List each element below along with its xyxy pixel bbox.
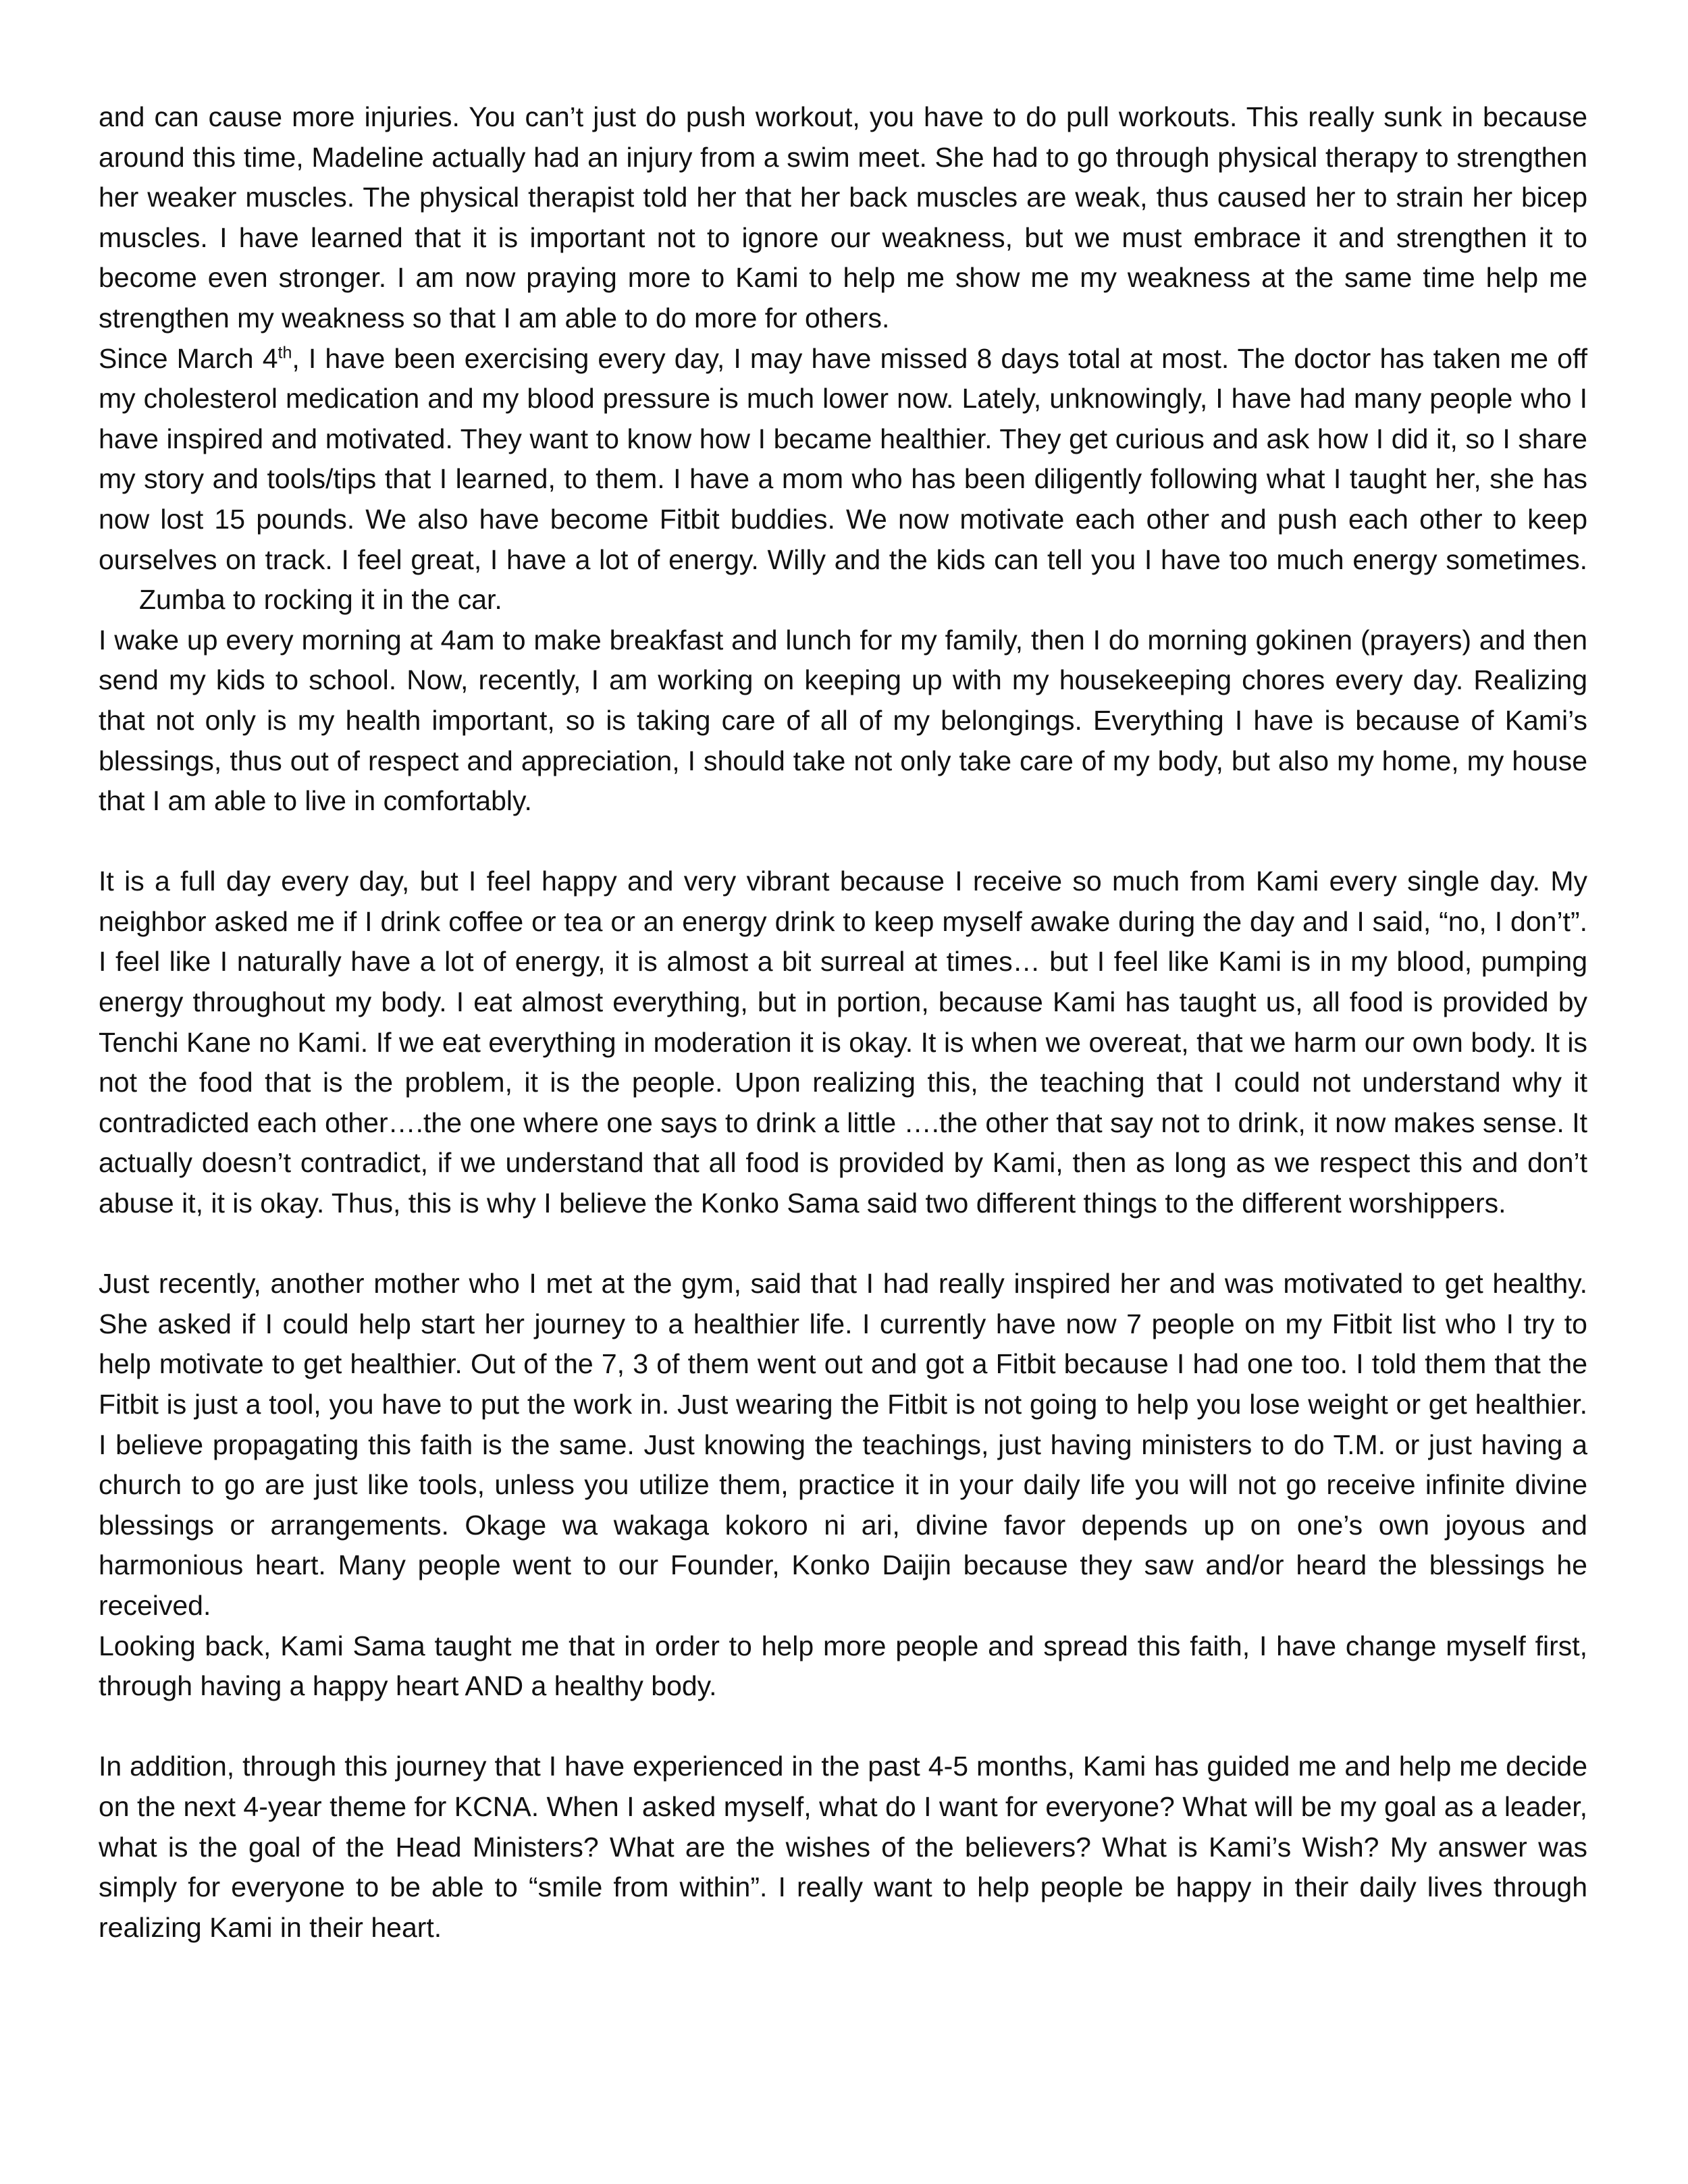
paragraph-7: In addition, through this journey that I have experienced in the past 4-5 months, Kami has guided me and help me decide on the next 4-year theme for KCNA. When I asked myself, what do I want for everyone? What will be my goal as a leader, what is the goal of the Head Ministers? What are the wishes of the believers? What is Kami’s Wish? My answer was simply for everyone to be able to “smile from within”. I really want to help people be happy in their daily lives through realizing Kami in their heart. [99,1751,1587,1943]
paragraph-2-end: Zumba to rocking it in the car. [139,584,502,616]
paragraph-5: Just recently, another mother who I met at the gym, said that I had really inspired her and was motivated to get healthy. She asked if I could help start her journey to a healthier life. I currently have now 7 people on my Fitbit list who I try to help motivate to get healthier. Out of the 7, 3 of them went out and got a Fitbit because I had one too. I told them that the Fitbit is just a tool, you have to put the work in. Just wearing the Fitbit is not going to help you lose weight or get healthier. I believe propagating this faith is the same. Just knowing the teachings, just having ministers to do T.M. or just having a church to go are just like tools, unless you utilize them, practice it in your daily life you will not go receive infinite divine blessings or arrangements. Okage wa wakaga kokoro ni ari, divine favor depends up on one’s own joyous and harmonious heart. Many people went to our Founder, Konko Daijin because they saw and/or heard the blessings he received. [99,1268,1587,1621]
paragraph-gap [99,822,1587,862]
paragraph-gap [99,1224,1587,1264]
ordinal-superscript: th [278,342,292,362]
document-page [99,97,1587,1948]
paragraph-gap [99,1707,1587,1747]
paragraph-2 [99,339,1587,620]
paragraph-4: It is a full day every day, but I feel happy and very vibrant because I receive so much from Kami every single day. My neighbor asked me if I drink coffee or tea or an energy drink to keep myself awake during the day and I said, “no, I don’t”. I feel like I naturally have a lot of energy, it is almost a bit surreal at times… but I feel like Kami is in my blood, pumping energy throughout my body. I eat almost everything, but in portion, because Kami has taught us, all food is provided by Tenchi Kane no Kami. If we eat everything in moderation it is okay. It is when we overeat, that we harm our own body. It is not the food that is the problem, it is the people. Upon realizing this, the teaching that I could not understand why it contradicted each other….the one where one says to drink a little ….the other that say not to drink, it now makes sense. It actually doesn’t contradict, if we understand that all food is provided by Kami, then as long as we respect this and don’t abuse it, it is okay. Thus, this is why I believe the Konko Sama said two different things to the different worshippers. [99,865,1587,1219]
paragraph-2-body: , I have been exercising every day, I may have missed 8 days total at most. The doctor has taken me off my cholesterol medication and my blood pressure is much lower now. Lately, unknowingly, I have had many people who I have inspired and motivated. They want to know how I became healthier. They get curious and ask how I did it, so I share my story and tools/tips that I learned, to them. I have a mom who has been diligently following what I taught her, she has now lost 15 pounds. We also have become Fitbit buddies. We now motivate each other and push each other to keep ourselves on track. I feel great, I have a lot of energy. Willy and the kids can tell you I have too much energy sometimes. [99,342,1587,575]
paragraph-2-start: Since March 4 [99,342,278,374]
paragraph-1: and can cause more injuries. You can’t just do push workout, you have to do pull workouts. This really sunk in because around this time, Madeline actually had an injury from a swim meet. She had to go through physical therapy to strengthen her weaker muscles. The physical therapist told her that her back muscles are weak, thus caused her to strain her bicep muscles. I have learned that it is important not to ignore our weakness, but we must embrace it and strengthen it to become even stronger. I am now praying more to Kami to help me show me my weakness at the same time help me strengthen my weakness so that I am able to do more for others. [99,101,1587,334]
paragraph-6: Looking back, Kami Sama taught me that in order to help more people and spread this faith, I have change myself first, through having a happy heart AND a healthy body. [99,1630,1587,1702]
paragraph-3: I wake up every morning at 4am to make breakfast and lunch for my family, then I do morning gokinen (prayers) and then send my kids to school. Now, recently, I am working on keeping up with my housekeeping chores every day. Realizing that not only is my health important, so is taking care of all of my belongings. Everything I have is because of Kami’s blessings, thus out of respect and appreciation, I should take not only take care of my body, but also my home, my house that I am able to live in comfortably. [99,624,1587,817]
